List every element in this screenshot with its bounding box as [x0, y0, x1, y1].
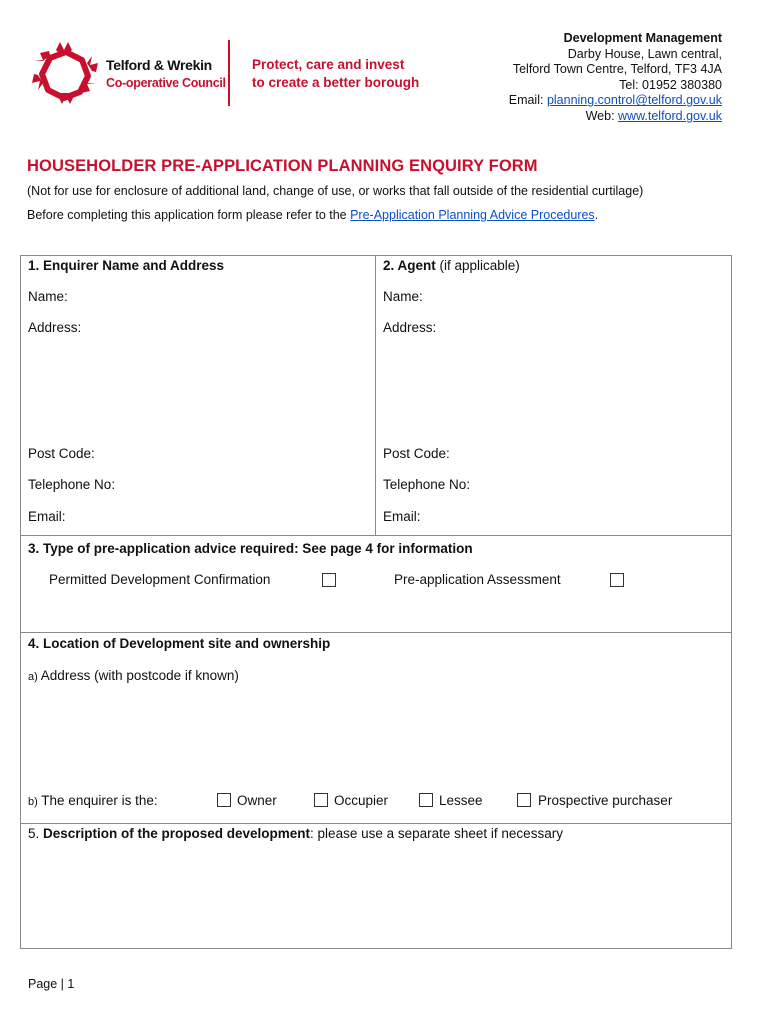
- email-link[interactable]: planning.control@telford.gov.uk: [546, 93, 722, 108]
- section4-heading: 4. Location of Development site and ownership: [28, 636, 331, 651]
- row-divider-section3: [21, 535, 731, 536]
- council-name-line1: Telford & Wrekin: [106, 57, 212, 73]
- form-intro: [27, 208, 598, 222]
- permitted-development-label: Permitted Development Confirmation: [49, 572, 271, 587]
- prospective-purchaser-label: Prospective purchaser: [538, 793, 673, 808]
- council-name-line2: Co-operative Council: [106, 76, 226, 90]
- agent-postcode-field[interactable]: Post Code:: [383, 446, 450, 461]
- pre-application-assessment-label: Pre-application Assessment: [394, 572, 561, 587]
- intro-suffix: .: [594, 208, 599, 222]
- owner-checkbox[interactable]: [217, 793, 231, 807]
- email-label: Email:: [508, 93, 547, 108]
- enquirer-postcode-field[interactable]: Post Code:: [28, 446, 95, 461]
- site-address-field[interactable]: [28, 668, 239, 683]
- column-divider: [375, 256, 376, 535]
- lessee-label: Lessee: [439, 793, 483, 808]
- section1-heading: 1. Enquirer Name and Address: [28, 258, 225, 273]
- web-row: [509, 109, 722, 125]
- header-divider: [228, 40, 230, 106]
- prospective-purchaser-checkbox[interactable]: [517, 793, 531, 807]
- row-divider-section5: [21, 823, 731, 824]
- council-logo-icon: [30, 40, 102, 106]
- occupier-checkbox[interactable]: [314, 793, 328, 807]
- telephone: Tel: 01952 380380: [619, 77, 722, 92]
- tagline-line1: Protect, care and invest: [252, 57, 405, 72]
- agent-email-field[interactable]: Email:: [383, 509, 421, 524]
- section5-heading[interactable]: [28, 826, 563, 841]
- intro-prefix: Before completing this application form please refer to the: [27, 208, 351, 222]
- tagline-line2: to create a better borough: [252, 75, 420, 90]
- owner-label: Owner: [237, 793, 277, 808]
- department-name: Development Management: [563, 31, 722, 45]
- pre-application-assessment-checkbox[interactable]: [610, 573, 624, 587]
- web-link[interactable]: www.telford.gov.uk: [618, 108, 722, 123]
- council-name: [106, 56, 226, 92]
- web-label: Web:: [585, 108, 619, 123]
- agent-name-field[interactable]: Name:: [383, 289, 423, 304]
- agent-address-field[interactable]: Address:: [383, 320, 437, 335]
- item-b-marker: b): [28, 796, 38, 808]
- enquirer-is-row: [28, 793, 158, 808]
- enquirer-address-field[interactable]: Address:: [28, 320, 82, 335]
- section5-note: : please use a separate sheet if necessary: [310, 826, 563, 841]
- form-title: HOUSEHOLDER PRE-APPLICATION PLANNING ENQUIRY FORM: [27, 157, 538, 175]
- contact-block: [509, 31, 722, 125]
- page-number: Page | 1: [28, 977, 75, 991]
- section5-number: 5.: [28, 826, 44, 841]
- enquirer-name-field[interactable]: Name:: [28, 289, 68, 304]
- enquirer-email-field[interactable]: Email:: [28, 509, 66, 524]
- enquirer-is-label: The enquirer is the:: [41, 793, 158, 808]
- item-a-marker: a): [28, 671, 38, 683]
- section5-title: Description of the proposed development: [43, 826, 311, 841]
- section2-note: (if applicable): [435, 258, 520, 273]
- lessee-checkbox[interactable]: [419, 793, 433, 807]
- address-line1: Darby House, Lawn central,: [567, 46, 722, 61]
- enquirer-telephone-field[interactable]: Telephone No:: [28, 477, 116, 492]
- occupier-label: Occupier: [334, 793, 389, 808]
- section3-heading: 3. Type of pre-application advice required: See page 4 for information: [28, 541, 473, 556]
- email-row: [509, 93, 722, 109]
- form-subtitle: (Not for use for enclosure of additional land, change of use, or works that fall outside of the residential curtilage): [27, 184, 644, 198]
- enquiry-form-table: [20, 255, 732, 949]
- row-divider-section4: [21, 632, 731, 633]
- council-tagline: [252, 56, 419, 92]
- site-address-label: Address (with postcode if known): [40, 668, 239, 683]
- section2-heading: [383, 258, 520, 273]
- section2-title: 2. Agent: [383, 258, 436, 273]
- address-line2: Telford Town Centre, Telford, TF3 4JA: [512, 62, 722, 77]
- permitted-development-checkbox[interactable]: [322, 573, 336, 587]
- procedures-link[interactable]: Pre-Application Planning Advice Procedures: [350, 208, 595, 222]
- agent-telephone-field[interactable]: Telephone No:: [383, 477, 471, 492]
